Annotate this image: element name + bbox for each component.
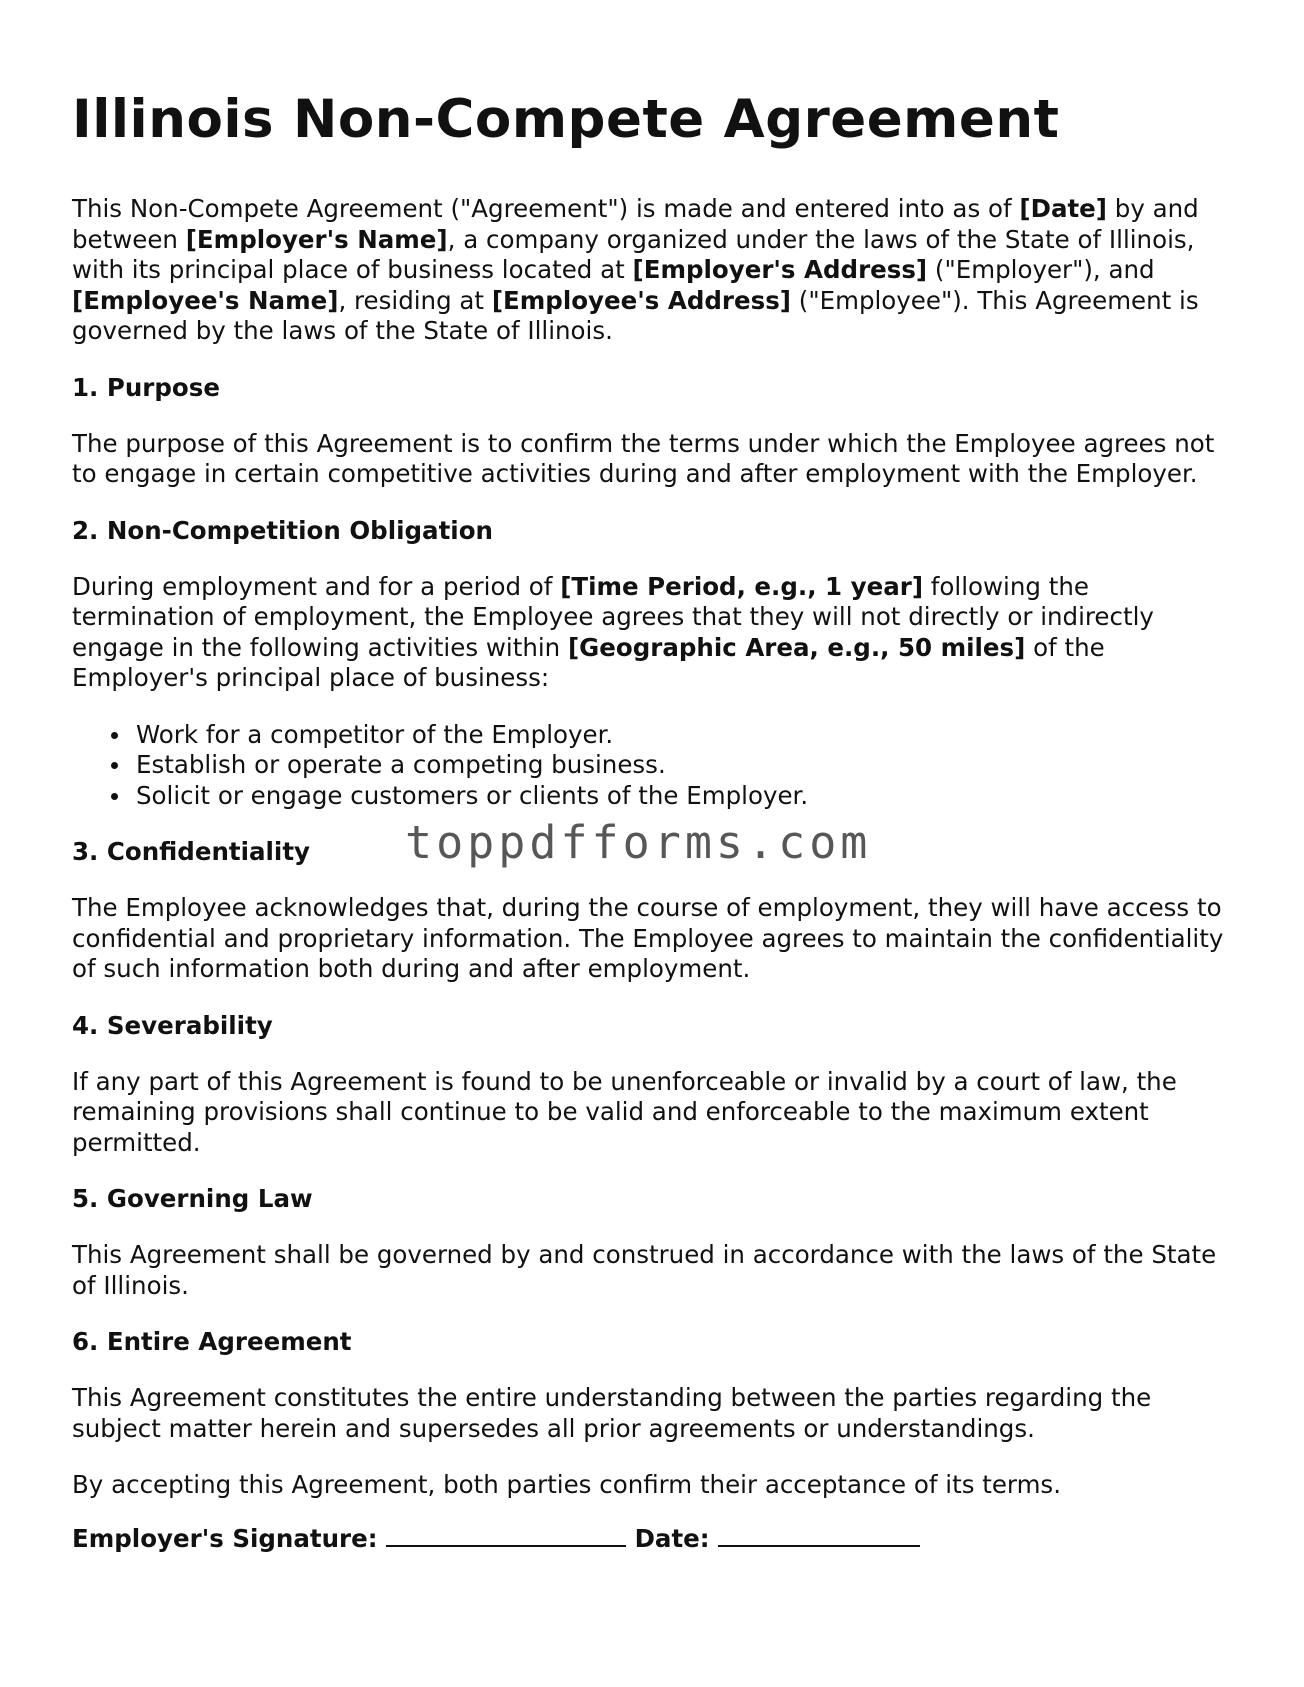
watermark: toppdfforms.com: [405, 816, 872, 869]
list-item: Establish or operate a competing business.: [136, 750, 1232, 781]
signature-date-field[interactable]: [718, 1523, 920, 1547]
section-heading-non-competition: 2. Non-Competition Obligation: [72, 515, 493, 545]
time-period-placeholder: [Time Period, e.g., 1 year]: [560, 571, 924, 601]
section-text-entire-agreement: This Agreement constitutes the entire understanding between the parties regarding the subject matter herein and supersedes all prior agreements or understandings.: [72, 1383, 1152, 1443]
intro-paragraph: This Non-Compete Agreement ("Agreement") is made and entered into as of [Date] by and between [Employer's Name], a company organized under the laws of the State of Illinois, with its principal place of business located at [Employer's Address] ("Employer"), and [Employee's Name], residing at [Employee's Address] ("Employee"). This Agreement is governed by the laws of the State of Illinois.: [72, 194, 1199, 345]
list-item: Solicit or engage customers or clients of the Employer.: [136, 781, 1232, 812]
section-heading-entire-agreement: 6. Entire Agreement: [72, 1327, 352, 1356]
date-label: Date:: [634, 1523, 710, 1553]
section-text-non-competition: During employment and for a period of [Time Period, e.g., 1 year] following the termination of employment, the Employee agrees that they will not directly or indirectly engage in the following activities within [Geographic Area, e.g., 50 miles] of the Employer's principal place of business:: [72, 571, 1154, 692]
employer-name-placeholder: [Employer's Name]: [185, 224, 448, 254]
geographic-area-placeholder: [Geographic Area, e.g., 50 miles]: [567, 632, 1026, 662]
section-heading-severability: 4. Severability: [72, 1010, 273, 1040]
closing-statement: By accepting this Agreement, both parties confirm their acceptance of its terms.: [72, 1470, 1061, 1499]
list-item: Work for a competitor of the Employer.: [136, 720, 1232, 751]
employer-signature-label: Employer's Signature:: [72, 1523, 378, 1553]
signature-line: [72, 1523, 1232, 1554]
employee-name-placeholder: [Employee's Name]: [72, 285, 339, 315]
section-text-purpose: The purpose of this Agreement is to confirm the terms under which the Employee agrees not to engage in certain competitive activities during and after employment with the Employer.: [72, 428, 1215, 488]
section-text-governing-law: This Agreement shall be governed by and construed in accordance with the laws of the State of Illinois.: [72, 1240, 1217, 1300]
section-heading-governing-law: 5. Governing Law: [72, 1184, 313, 1213]
section-heading-purpose: 1. Purpose: [72, 372, 220, 402]
restricted-activities-list: [72, 720, 1232, 812]
date-placeholder: [Date]: [1019, 194, 1107, 223]
document-title: Illinois Non-Compete Agreement: [72, 89, 1060, 150]
section-text-confidentiality: The Employee acknowledges that, during the course of employment, they will have access to confidential and proprietary information. The Employee agrees to maintain the confidentiality of such information both during and after employment.: [72, 893, 1224, 983]
section-heading-confidentiality: 3. Confidentiality: [72, 837, 311, 866]
restricted-activities-list-wrap: [72, 720, 1232, 812]
employer-address-placeholder: [Employer's Address]: [632, 255, 928, 284]
employer-signature-field[interactable]: [386, 1523, 626, 1547]
employee-address-placeholder: [Employee's Address]: [491, 285, 791, 315]
section-text-severability: If any part of this Agreement is found to be unenforceable or invalid by a court of law, the remaining provisions shall continue to be valid and enforceable to the maximum extent permitted.: [72, 1066, 1177, 1157]
